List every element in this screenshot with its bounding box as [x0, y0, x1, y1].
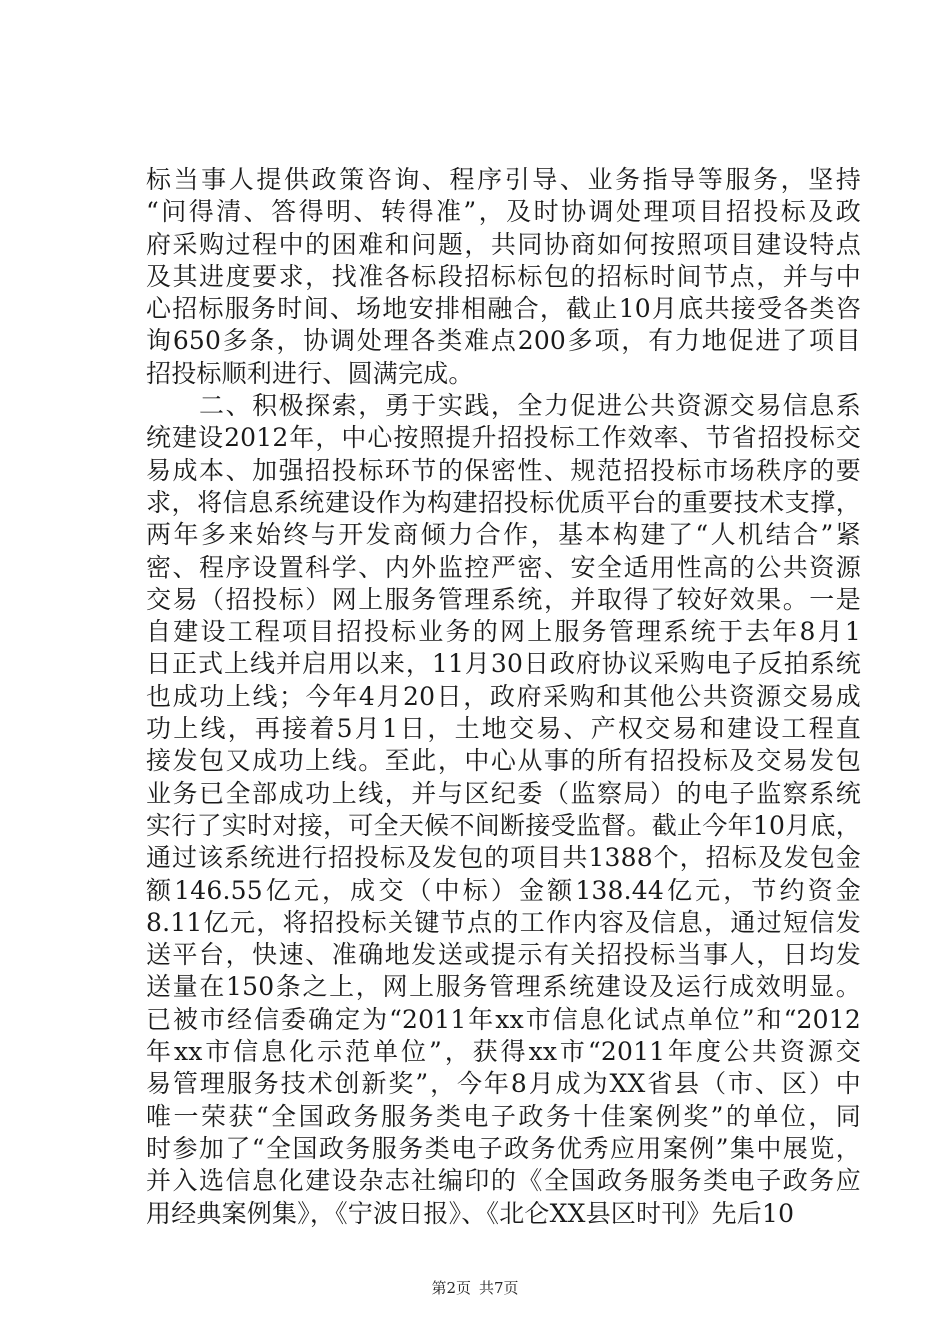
text-line: 二、积极探索，勇于实践，全力促进公共资源交易信息系	[146, 391, 861, 421]
text-line: “问得清、答得明、转得准”，及时协调处理项目招投标及政	[146, 197, 861, 227]
text-line: 府采购过程中的困难和问题，共同协商如何按照项目建设特点	[146, 229, 861, 259]
text-line: 已被市经信委确定为“2011年xx市信息化试点单位”和“2012	[146, 1004, 861, 1034]
text-line: 业务已全部成功上线，并与区纪委（监察局）的电子监察系统	[146, 778, 861, 808]
text-line: 询650多条，协调处理各类难点200多项，有力地促进了项目	[146, 326, 861, 356]
text-line: 两年多来始终与开发商倾力合作，基本构建了“人机结合”紧	[146, 520, 861, 550]
text-line: 也成功上线；今年4月20日，政府采购和其他公共资源交易成	[146, 681, 861, 711]
text-line: 实行了实时对接，可全天候不间断接受监督。截止今年10月底，	[146, 810, 861, 840]
text-line: 自建设工程项目招投标业务的网上服务管理系统于去年8月1	[146, 617, 861, 647]
text-line: 送量在150条之上，网上服务管理系统建设及运行成效明显。	[146, 972, 861, 1002]
text-line: 并入选信息化建设杂志社编印的《全国政务服务类电子政务应	[146, 1166, 861, 1196]
text-line: 招投标顺利进行、圆满完成。	[146, 358, 474, 388]
text-line: 送平台，快速、准确地发送或提示有关招投标当事人，日均发	[146, 940, 861, 970]
text-line: 唯一荣获“全国政务服务类电子政务十佳案例奖”的单位，同	[146, 1101, 861, 1131]
page-total: 共7页	[479, 1279, 519, 1297]
text-line: 用经典案例集》，《宁波日报》、《北仑XX县区时刊》先后10	[146, 1198, 795, 1228]
page-footer	[0, 1277, 950, 1298]
text-line: 额146.55亿元，成交（中标）金额138.44亿元，节约资金	[146, 875, 861, 905]
text-line: 8.11亿元，将招投标关键节点的工作内容及信息，通过短信发	[146, 907, 861, 937]
text-line: 年xx市信息化示范单位”，获得xx市“2011年度公共资源交	[146, 1037, 861, 1067]
text-line: 统建设2012年，中心按照提升招投标工作效率、节省招投标交	[146, 423, 861, 453]
text-line: 时参加了“全国政务服务类电子政务优秀应用案例”集中展览，	[146, 1133, 861, 1163]
text-line: 易管理服务技术创新奖”，今年8月成为XX省县（市、区）中	[146, 1069, 861, 1099]
text-line: 功上线，再接着5月1日，土地交易、产权交易和建设工程直	[146, 714, 861, 744]
page-number: 第2页	[431, 1279, 471, 1297]
text-line: 及其进度要求，找准各标段招标标包的招标时间节点，并与中	[146, 261, 861, 291]
text-line: 接发包又成功上线。至此，中心从事的所有招投标及交易发包	[146, 746, 861, 776]
text-line: 求，将信息系统建设作为构建招投标优质平台的重要技术支撑，	[146, 487, 861, 517]
text-line: 密、程序设置科学、内外监控严密、安全适用性高的公共资源	[146, 552, 861, 582]
text-line: 交易（招投标）网上服务管理系统，并取得了较好效果。一是	[146, 584, 861, 614]
text-line: 易成本、加强招投标环节的保密性、规范招投标市场秩序的要	[146, 455, 861, 485]
body-text	[146, 164, 861, 1230]
text-line: 心招标服务时间、场地安排相融合，截止10月底共接受各类咨	[146, 294, 861, 324]
text-line: 标当事人提供政策咨询、程序引导、业务指导等服务，坚持	[146, 165, 861, 194]
text-line: 通过该系统进行招投标及发包的项目共1388个，招标及发包金	[146, 843, 861, 873]
text-line: 日正式上线并启用以来，11月30日政府协议采购电子反拍系统	[146, 649, 861, 679]
